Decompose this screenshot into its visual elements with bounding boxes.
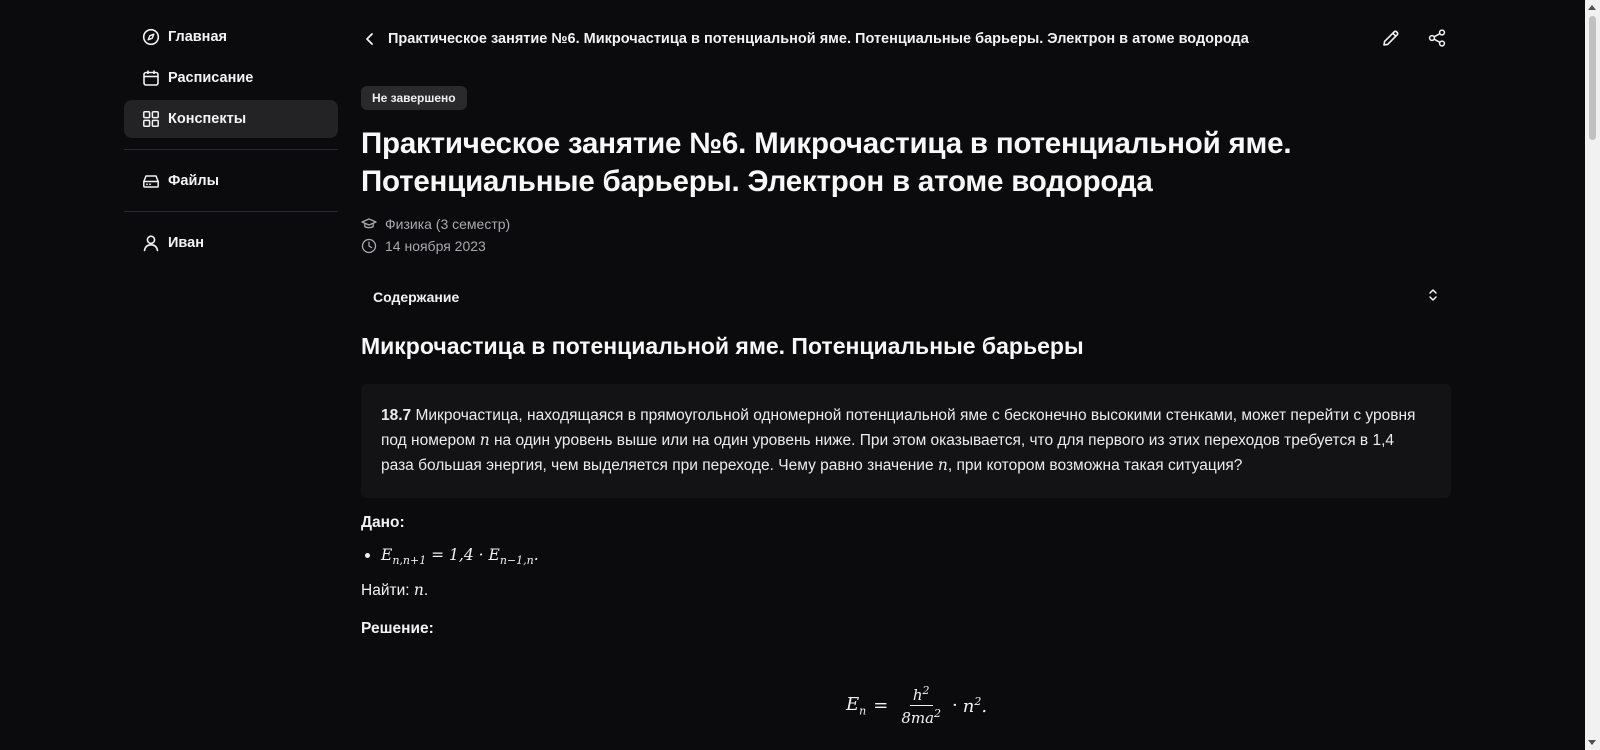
formula-fraction: $\frac{h^2}{8ma^2}$ bbox=[901, 684, 942, 727]
breadcrumb: Практическое занятие №6. Микрочастица в потенциальной яме. Потенциальные барьеры. Электрон в атоме водорода bbox=[388, 31, 1249, 47]
given-formula-text: $E_{n,n+1} = 1,4 \cdot E_{n-1,n}$. bbox=[381, 546, 539, 568]
pencil-icon[interactable] bbox=[1380, 27, 1402, 49]
given-formula bbox=[381, 546, 1451, 567]
given-label: Дано: bbox=[361, 514, 405, 531]
back-chevron-icon[interactable] bbox=[360, 29, 380, 49]
topbar bbox=[360, 24, 1450, 54]
clock-icon bbox=[361, 238, 377, 254]
user-icon bbox=[142, 234, 160, 252]
given-list bbox=[361, 546, 1451, 567]
sidebar-item-label: Иван bbox=[168, 235, 204, 251]
scroll-up-arrow-icon[interactable] bbox=[1588, 5, 1596, 10]
find-line: Найти: n. bbox=[361, 581, 429, 600]
sidebar-divider bbox=[124, 211, 338, 212]
page-title-line: Потенциальные барьеры. Электрон в атоме водорода bbox=[361, 165, 1153, 198]
energy-formula: $E_n$ = $\frac{h^2}{8ma^2}$ · $n^2$. bbox=[846, 684, 988, 727]
problem-variable: n bbox=[479, 431, 490, 449]
sidebar-item-notes[interactable] bbox=[124, 100, 338, 138]
toc-label: Содержание bbox=[373, 289, 460, 305]
page-title bbox=[361, 125, 1451, 201]
sidebar-item-label: Файлы bbox=[168, 173, 219, 189]
problem-text: на один уровень выше или на один уровень ниже. При этом оказывается, что для первого из этих переходов требуется в 1,4 раза большая энергия, чем выделяется при переходе. Чему равно значение bbox=[381, 432, 1394, 474]
compass-icon bbox=[142, 28, 160, 46]
sidebar-item-label: Конспекты bbox=[168, 111, 247, 127]
date-meta bbox=[361, 235, 1451, 257]
sidebar-item-schedule[interactable] bbox=[124, 59, 338, 97]
grid-icon bbox=[142, 110, 160, 128]
table-of-contents-toggle[interactable] bbox=[361, 277, 1451, 317]
calendar-icon bbox=[142, 69, 160, 87]
chevron-up-down-icon bbox=[1427, 287, 1439, 308]
problem-variable: n bbox=[937, 456, 948, 474]
sidebar-item-files[interactable] bbox=[124, 162, 338, 200]
drive-icon bbox=[142, 172, 160, 190]
sidebar-item-profile[interactable] bbox=[124, 224, 338, 262]
page-title-line: Практическое занятие №6. Микрочастица в потенциальной яме. bbox=[361, 127, 1292, 160]
scrollbar-thumb[interactable] bbox=[1589, 16, 1596, 140]
subject-meta bbox=[361, 213, 1451, 235]
sidebar bbox=[124, 18, 338, 265]
topbar-actions bbox=[1380, 27, 1448, 49]
status-badge: Не завершено bbox=[361, 86, 467, 110]
solution-label: Решение: bbox=[361, 620, 434, 638]
share-icon[interactable] bbox=[1426, 27, 1448, 49]
find-variable: n bbox=[413, 581, 424, 600]
problem-text: Микрочастица, находящаяся в прямоугольной одномерной потенциальной яме с бесконечно высокими стенками, может перейти с уровня под номером bbox=[381, 407, 1416, 449]
subject-label: Физика (3 семестр) bbox=[385, 216, 511, 232]
graduation-cap-icon bbox=[361, 216, 377, 232]
scroll-down-arrow-icon[interactable] bbox=[1588, 740, 1596, 745]
problem-number: 18.7 bbox=[381, 407, 412, 424]
find-label: Найти: bbox=[361, 582, 414, 600]
sidebar-divider bbox=[124, 149, 338, 150]
sidebar-item-label: Расписание bbox=[168, 70, 254, 86]
date-label: 14 ноября 2023 bbox=[385, 238, 486, 254]
page-scrollbar[interactable] bbox=[1585, 0, 1600, 750]
problem-box bbox=[361, 384, 1451, 498]
main-content bbox=[361, 86, 1451, 638]
sidebar-item-home[interactable] bbox=[124, 18, 338, 56]
section-title: Микрочастица в потенциальной яме. Потенциальные барьеры bbox=[361, 333, 1084, 359]
sidebar-item-label: Главная bbox=[168, 29, 227, 45]
problem-text: , при котором возможна такая ситуация? bbox=[947, 457, 1243, 474]
